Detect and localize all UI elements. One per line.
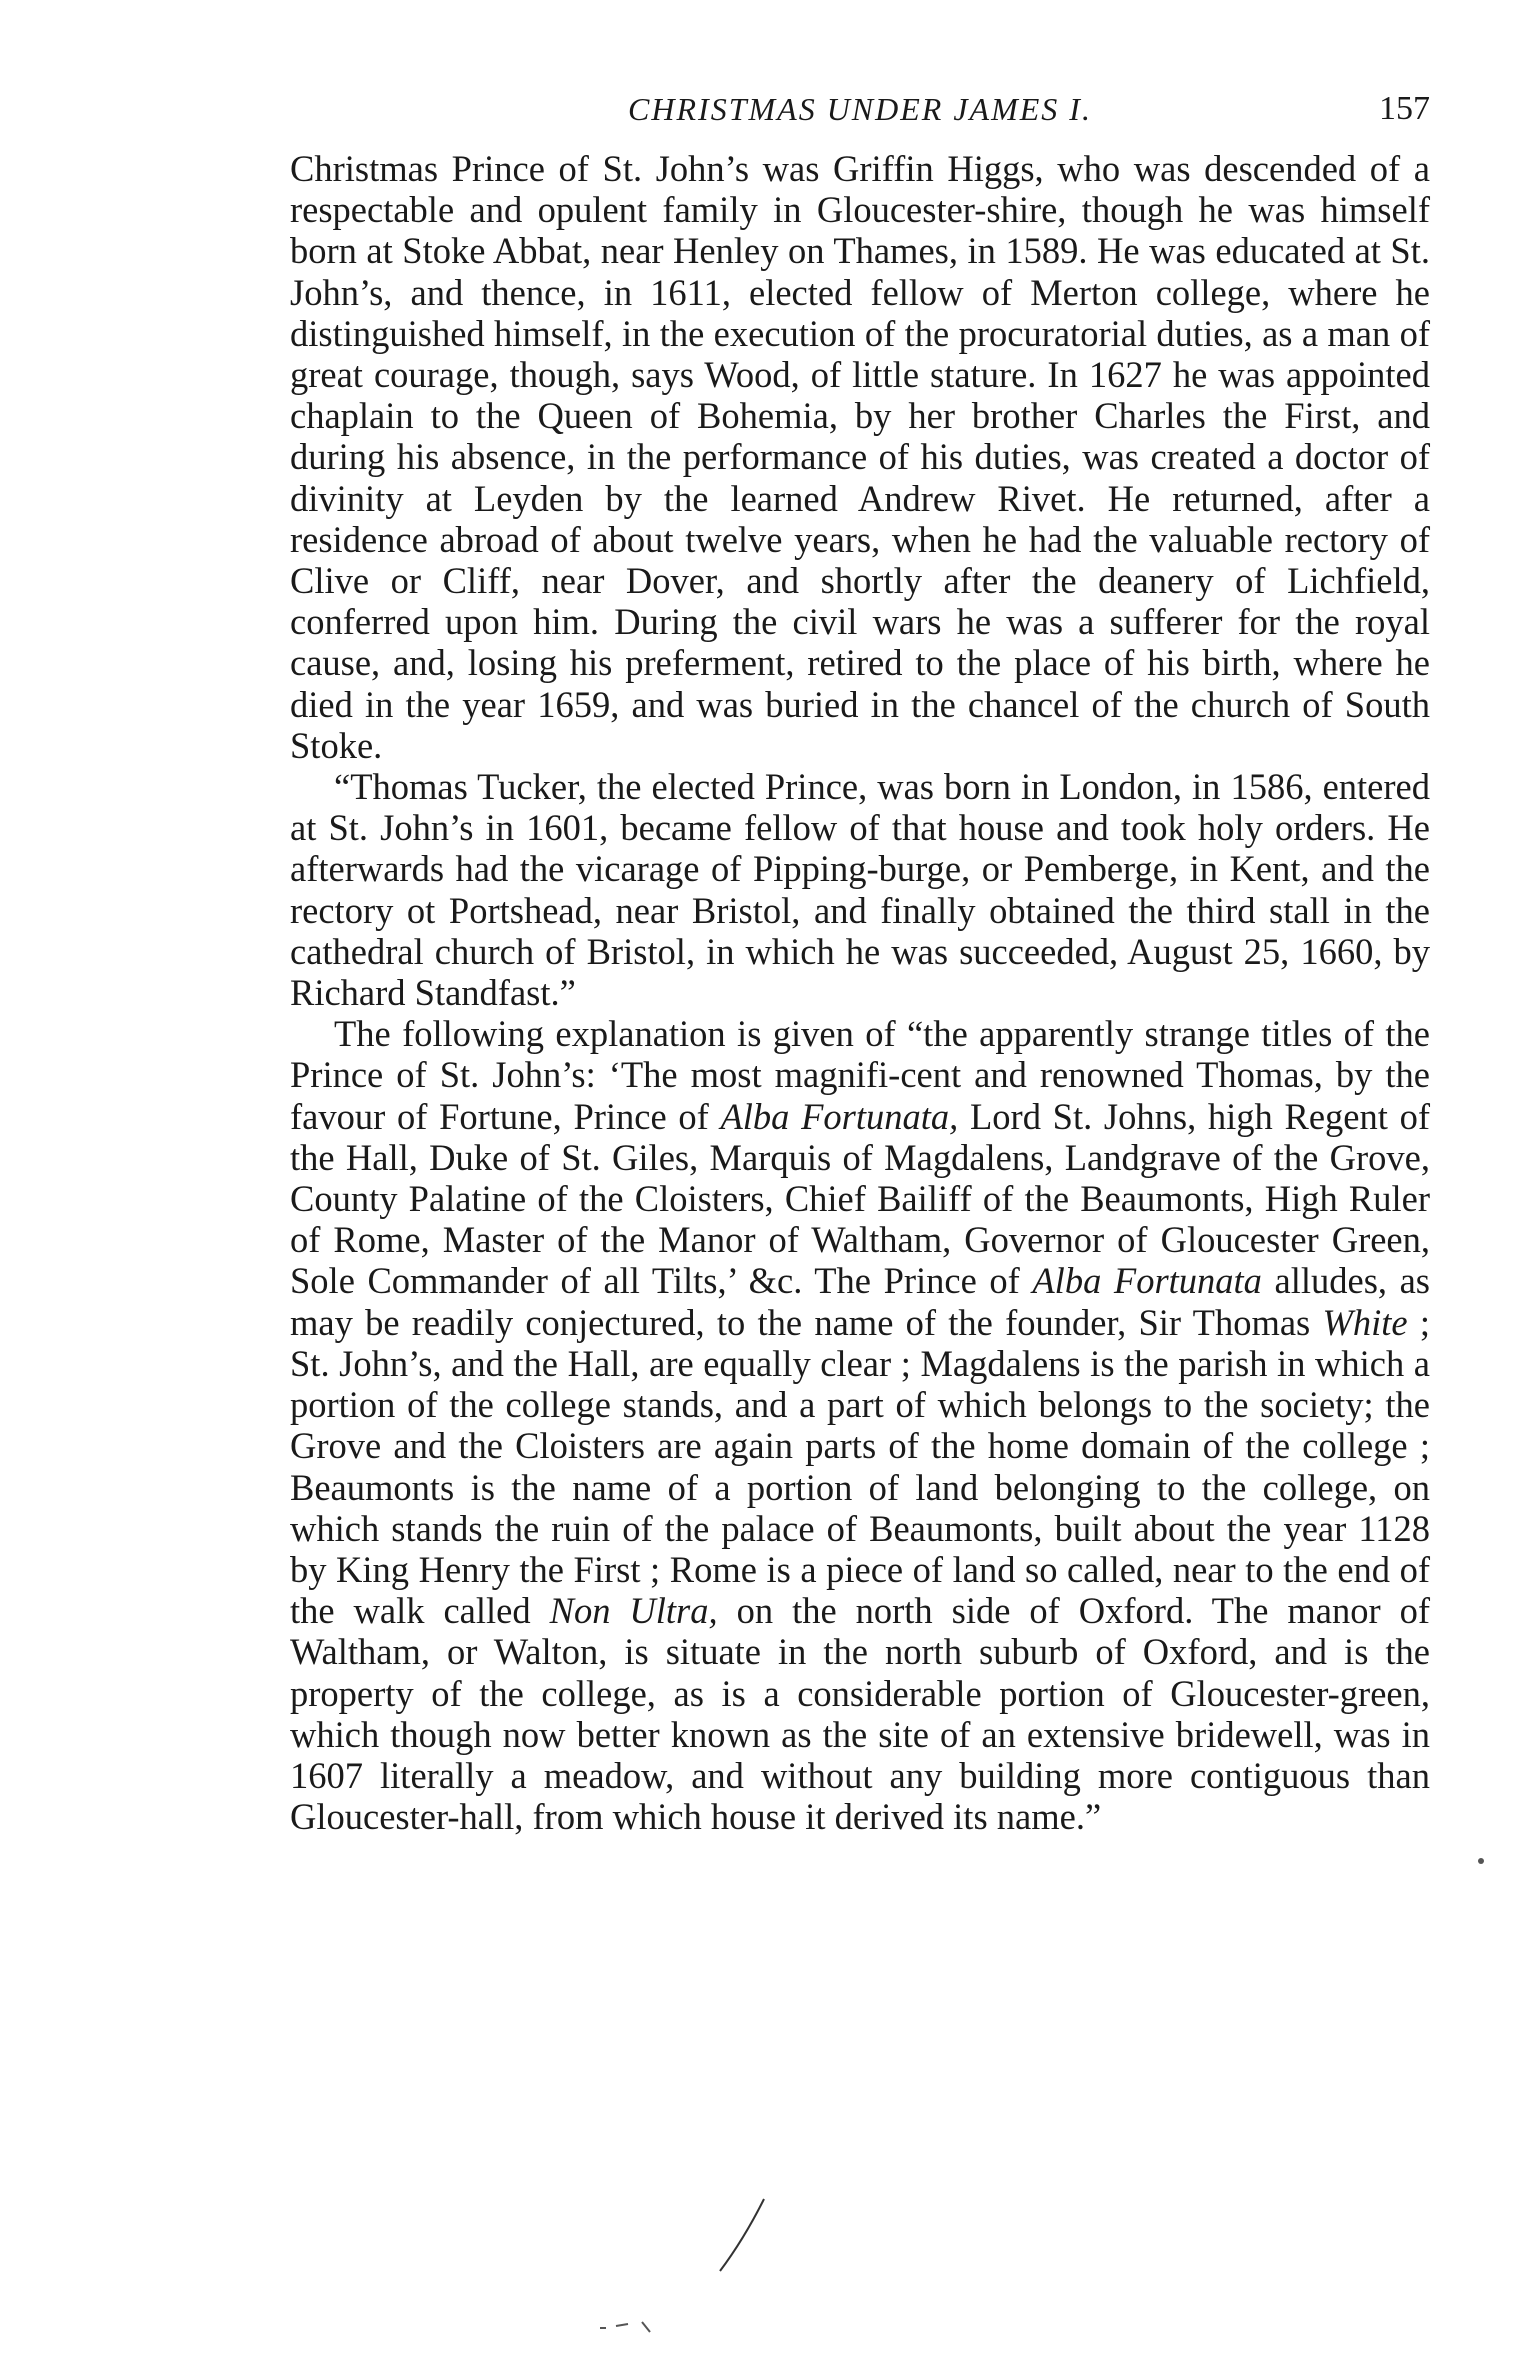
paragraph-3-text-1: The following explanation is given of “the apparently strange titles of the Prince of St. John’s: ‘The most magnifi-cent and renowned Thomas, by the favour of Fortune, Prince of xyxy=(290,1013,1430,1137)
running-title: CHRISTMAS UNDER JAMES I. xyxy=(628,91,1092,127)
paragraph-3-text-4: ; St. John’s, and the Hall, are equally clear ; Magdalens is the parish in which a portion of the college stands, and a part of which belongs to the society; the Grove and the Cloisters are again parts of the home domain of the college ; Beaumonts is the name of a portion of land belonging to the college, on which stands the ruin of the palace of Beaumonts, built about the year 1128 by King Henry the First ; Rome is a piece of land so called, near to the end of the walk called xyxy=(290,1301,1430,1632)
italic-non-ultra: Non Ultra, xyxy=(549,1590,718,1632)
italic-alba-fortunata: Alba Fortunata, xyxy=(720,1095,959,1137)
paragraph-3-text-2: Lord St. Johns, high Regent of the Hall, Duke of St. Giles, Marquis of Magdalens, Landgrave of the Grove, County Palatine of the Cloisters, Chief Bailiff of the Beaumonts, High Ruler of Rome, Master of the Manor of Waltham, Governor of Gloucester Green, Sole Commander of all Tilts,’ &c. The Prince of xyxy=(290,1095,1430,1302)
paragraph-3 xyxy=(290,1013,1430,1837)
paragraph-3-text-5: on the north side of Oxford. The manor of Waltham, or Walton, is situate in the north suburb of Oxford, and is the property of the college, as is a considerable portion of Gloucester-green, which though now better known as the site of an extensive bridewell, was in 1607 literally a meadow, and without any building more contiguous than Gloucester-hall, from which house it derived its name.” xyxy=(290,1590,1430,1838)
italic-white: White xyxy=(1322,1301,1408,1343)
paragraph-3-text-3: alludes, as may be readily conjectured, to the name of the founder, Sir Thomas xyxy=(290,1260,1431,1343)
paragraph-2: “Thomas Tucker, the elected Prince, was born in London, in 1586, entered at St. John’s in 1601, became fellow of that house and took holy orders. He afterwards had the vicarage of Pipping-burge, or Pemberge, in Kent, and the rectory ot Portshead, near Bristol, and finally obtained the third stall in the cathedral church of Bristol, in which he was succeeded, August 25, 1660, by Richard Standfast.” xyxy=(290,766,1430,1014)
body-text xyxy=(290,148,1430,1837)
pen-stroke-mark xyxy=(712,2195,772,2275)
ink-dot-mark xyxy=(1478,1858,1484,1864)
page-number: 157 xyxy=(1379,90,1430,127)
ink-dash-mark xyxy=(598,2318,668,2338)
italic-alba-fortunata-2: Alba Fortunata xyxy=(1032,1260,1262,1302)
paragraph-1: Christmas Prince of St. John’s was Griffin Higgs, who was descended of a respectable and opulent family in Gloucester-shire, though he was himself born at Stoke Abbat, near Henley on Thames, in 1589. He was educated at St. John’s, and thence, in 1611, elected fellow of Merton college, where he distinguished himself, in the execution of the procuratorial duties, as a man of great courage, though, says Wood, of little stature. In 1627 he was appointed chaplain to the Queen of Bohemia, by her brother Charles the First, and during his absence, in the performance of his duties, was created a doctor of divinity at Leyden by the learned Andrew Rivet. He returned, after a residence abroad of about twelve years, when he had the valuable rectory of Clive or Cliff, near Dover, and shortly after the deanery of Lichfield, conferred upon him. During the civil wars he was a sufferer for the royal cause, and, losing his preferment, retired to the place of his birth, where he died in the year 1659, and was buried in the chancel of the church of South Stoke. xyxy=(290,148,1430,766)
page-header xyxy=(290,84,1430,134)
